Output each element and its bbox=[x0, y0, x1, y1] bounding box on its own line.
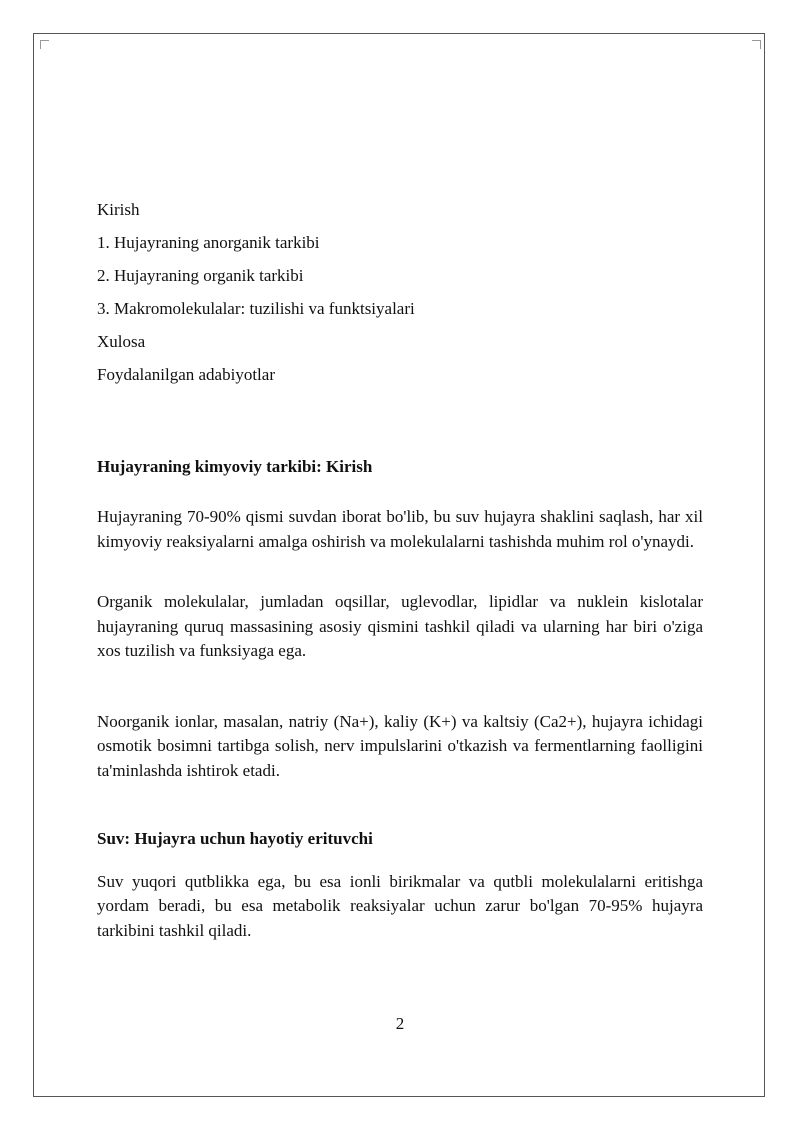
toc-item-anorganik: 1. Hujayraning anorganik tarkibi bbox=[97, 233, 320, 253]
corner-mark-top-left bbox=[40, 40, 49, 49]
paragraph-water: Hujayraning 70-90% qismi suvdan iborat bo'lib, bu suv hujayra shaklini saqlash, har xil kimyoviy reaksiyalarni amalga oshirish va molekulalarni tashishda muhim rol o'ynaydi. bbox=[97, 507, 703, 551]
table-of-contents bbox=[97, 198, 703, 388]
page-content bbox=[97, 198, 703, 943]
section-heading-kirish: Hujayraning kimyoviy tarkibi: Kirish bbox=[97, 456, 373, 476]
section-heading-suv: Suv: Hujayra uchun hayotiy erituvchi bbox=[97, 829, 373, 849]
paragraph-water-solvent: Suv yuqori qutblikka ega, bu esa ionli birikmalar va qutbli molekulalarni eritishga yordam beradi, bu esa metabolik reaksiyalar uchun zarur bo'lgan 70-95% hujayra tarkibini tashkil qiladi. bbox=[97, 871, 703, 940]
toc-item-kirish: Kirish bbox=[97, 200, 140, 219]
corner-mark-top-right bbox=[752, 40, 761, 49]
toc-item-organik: 2. Hujayraning organik tarkibi bbox=[97, 266, 304, 286]
page-number: 2 bbox=[395, 1014, 405, 1033]
paragraph-organic-molecules: Organik molekulalar, jumladan oqsillar, uglevodlar, lipidlar va nuklein kislotalar hujayraning quruq massasining asosiy qismini tashkil qiladi va ularning har biri o'ziga xos tuzilish va funksiyaga ega. bbox=[97, 592, 703, 661]
toc-item-adabiyotlar: Foydalanilgan adabiyotlar bbox=[97, 365, 275, 385]
toc-item-xulosa: Xulosa bbox=[97, 332, 146, 352]
toc-item-makromolekulalar: 3. Makromolekulalar: tuzilishi va funktsiyalari bbox=[97, 299, 415, 319]
paragraph-inorganic-ions: Noorganik ionlar, masalan, natriy (Na+), kaliy (K+) va kaltsiy (Ca2+), hujayra ichidagi osmotik bosimni tartibga solish, nerv impulslarini o'tkazish va fermentlarning faolligini ta'minlashda ishtirok etadi. bbox=[97, 711, 703, 780]
